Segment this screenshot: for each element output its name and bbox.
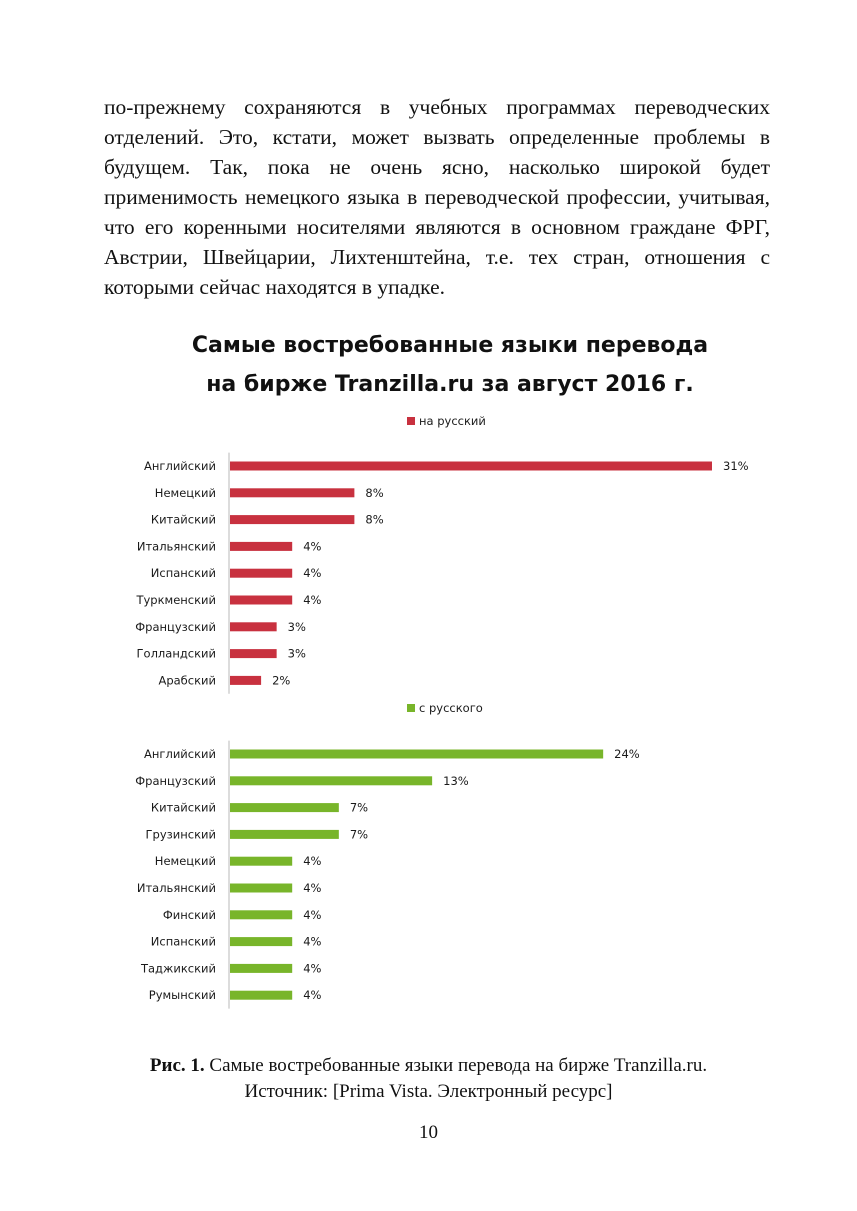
data-label: 8% bbox=[365, 512, 384, 527]
bar-to-russian bbox=[230, 542, 292, 551]
figure-caption bbox=[60, 1053, 797, 1105]
bar-from-russian bbox=[230, 857, 292, 866]
category-label: Таджикский bbox=[140, 961, 216, 976]
chart-title-line-2: на бирже Tranzilla.ru за август 2016 г. bbox=[206, 372, 694, 397]
bar-to-russian bbox=[230, 569, 292, 578]
legend-label-from-russian: с русского bbox=[419, 701, 483, 715]
category-label: Голландский bbox=[136, 646, 216, 661]
bar-from-russian bbox=[230, 884, 292, 893]
legend-swatch-to-russian bbox=[407, 417, 415, 425]
bar-to-russian bbox=[230, 515, 354, 524]
bar-from-russian bbox=[230, 991, 292, 1000]
category-label: Итальянский bbox=[136, 539, 216, 554]
data-label: 2% bbox=[272, 673, 291, 688]
data-label: 4% bbox=[303, 988, 322, 1003]
legend-label-to-russian: на русский bbox=[419, 414, 486, 428]
data-label: 13% bbox=[443, 773, 469, 788]
data-label: 7% bbox=[349, 827, 369, 842]
legend-swatch-from-russian bbox=[407, 704, 415, 712]
bar-to-russian bbox=[230, 622, 277, 631]
data-label: 4% bbox=[303, 593, 322, 607]
data-label: 31% bbox=[723, 459, 749, 473]
body-paragraph: по-прежнему сохраняются в учебных программах переводческих отделений. Это, кстати, может вызвать определенные проблемы в будущем. Так, пока не очень ясно, насколько широкой будет применимость немецкого языка в переводческой профессии, учитывая, что его коренными носителями являются в основном граждане ФРГ, Австрии, Швейцарии, Лихтенштейна, т.е. тех стран, отношения с которыми сейчас находятся в упадке. bbox=[104, 95, 770, 299]
chart-title-line-1: Самые востребованные языки перевода bbox=[191, 333, 709, 358]
category-label: Финский bbox=[162, 907, 216, 922]
data-label: 3% bbox=[287, 646, 306, 661]
data-label: 4% bbox=[303, 854, 322, 869]
category-label: Испанский bbox=[150, 566, 216, 581]
data-label: 4% bbox=[303, 934, 322, 949]
category-label: Английский bbox=[144, 459, 216, 473]
category-label: Китайский bbox=[150, 800, 216, 815]
bar-to-russian bbox=[230, 462, 712, 471]
figure-number: Рис. 1. bbox=[149, 1055, 205, 1076]
figure-caption-text: Самые востребованные языки перевода на бирже Tranzilla.ru. bbox=[204, 1055, 708, 1076]
chart-figure bbox=[117, 318, 757, 1024]
category-label: Туркменский bbox=[136, 593, 216, 607]
bar-from-russian bbox=[230, 830, 339, 839]
bar-from-russian bbox=[230, 937, 292, 946]
category-label: Французский bbox=[135, 619, 216, 634]
bar-chart bbox=[117, 318, 757, 1024]
category-label: Французский bbox=[135, 773, 216, 788]
category-label: Английский bbox=[144, 747, 216, 761]
bar-to-russian bbox=[230, 488, 354, 497]
data-label: 3% bbox=[287, 619, 306, 634]
data-label: 4% bbox=[303, 539, 322, 554]
category-label: Китайский bbox=[150, 512, 216, 527]
bar-from-russian bbox=[230, 803, 339, 812]
bar-from-russian bbox=[230, 750, 603, 759]
bar-from-russian bbox=[230, 964, 292, 973]
category-label: Испанский bbox=[150, 934, 216, 949]
category-label: Арабский bbox=[158, 673, 216, 688]
bar-from-russian bbox=[230, 776, 432, 785]
data-label: 4% bbox=[303, 907, 322, 922]
bar-to-russian bbox=[230, 596, 292, 605]
data-label: 4% bbox=[303, 566, 322, 581]
data-label: 24% bbox=[614, 747, 640, 761]
chart-bars bbox=[135, 414, 748, 1009]
data-label: 7% bbox=[349, 800, 369, 815]
bar-from-russian bbox=[230, 910, 292, 919]
data-label: 4% bbox=[303, 881, 322, 895]
category-label: Румынский bbox=[148, 988, 216, 1003]
figure-source: Источник: [Prima Vista. Электронный ресурс] bbox=[244, 1081, 613, 1102]
data-label: 4% bbox=[303, 961, 322, 976]
category-label: Немецкий bbox=[154, 485, 216, 500]
category-label: Итальянский bbox=[136, 881, 216, 895]
bar-to-russian bbox=[230, 649, 277, 658]
bar-to-russian bbox=[230, 676, 261, 685]
data-label: 8% bbox=[365, 485, 384, 500]
category-label: Немецкий bbox=[154, 854, 216, 869]
page-number: 10 bbox=[419, 1122, 438, 1143]
category-label: Грузинский bbox=[145, 827, 216, 842]
